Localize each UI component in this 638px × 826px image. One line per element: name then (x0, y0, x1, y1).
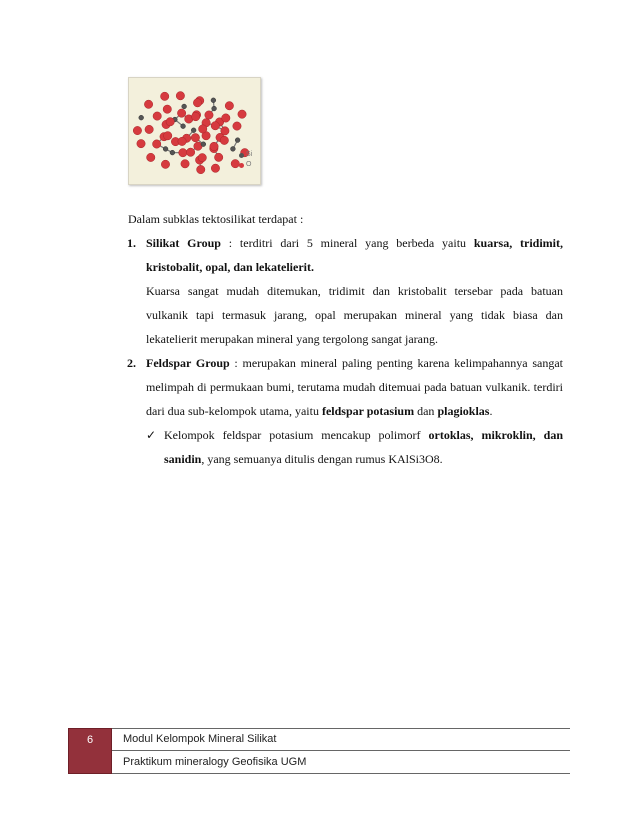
footer-rule-top (112, 728, 570, 729)
oxygen-atom (176, 92, 184, 100)
page-footer (68, 728, 570, 774)
page-number: 6 (86, 734, 94, 746)
oxygen-atom (233, 122, 241, 130)
oxygen-atom (179, 149, 187, 157)
silicon-atom (182, 104, 187, 109)
oxygen-atom (178, 137, 186, 145)
oxygen-atom (211, 164, 219, 172)
oxygen-atom (191, 133, 199, 141)
oxygen-atom (144, 100, 152, 108)
oxygen-atom (181, 160, 189, 168)
footer-subtitle: Praktikum mineralogy Geofisika UGM (123, 756, 307, 768)
silicon-atom (181, 124, 186, 129)
oxygen-atom (164, 132, 172, 140)
silicon-atom (231, 146, 236, 151)
oxygen-atom (137, 139, 145, 147)
oxygen-atom (210, 142, 218, 150)
oxygen-atom (197, 165, 205, 173)
oxygen-atom (193, 99, 201, 107)
si-atom-icon (239, 153, 244, 158)
oxygen-atom (220, 136, 228, 144)
oxygen-atom (161, 160, 169, 168)
silicon-atom (170, 150, 175, 155)
silicate-structure-figure (128, 77, 261, 185)
o-atom-icon (239, 163, 244, 168)
oxygen-atom (199, 125, 207, 133)
footer-rule-middle (112, 750, 570, 751)
item-title: Feldspar Group (146, 356, 230, 370)
oxygen-atom (205, 111, 213, 119)
page-number-box (68, 728, 112, 774)
oxygen-atom (186, 148, 194, 156)
item-detail: Kuarsa sangat mudah ditemukan, tridimit dan kristobalit tersebar pada batuan vulkanik tapi termasuk jarang, opal merupakan mineral yang tidak biasa dan lekatelierit merupakan mineral yang tergolong sangat jarang. (146, 284, 563, 346)
oxygen-atom (133, 126, 141, 134)
silicon-atom (163, 147, 168, 152)
oxygen-atom (191, 112, 199, 120)
silicon-atom (191, 128, 196, 133)
oxygen-atom (163, 105, 171, 113)
item-title: Silikat Group (146, 236, 221, 250)
oxygen-atom (238, 110, 246, 118)
oxygen-atom (160, 92, 168, 100)
oxygen-atom (152, 140, 160, 148)
silicon-atom (139, 115, 144, 120)
page-body (128, 207, 563, 471)
sub-item-kfeldspar: ✓ Kelompok feldspar potasium mencakup polimorf ortoklas, mikroklin, dan sanidin, yang semuanya ditulis dengan rumus KAlSi3O8. (146, 423, 563, 471)
oxygen-atom (194, 142, 202, 150)
footer-rule-bottom (112, 773, 570, 774)
oxygen-atom (147, 153, 155, 161)
legend-si: Si (239, 150, 252, 160)
list-item-feldspar: 2. Feldspar Group : merupakan mineral paling penting karena kelimpahannya sangat melimpah di permukaan bumi, terutama mudah ditemuai pada batuan vulkanik. terdiri dari dua sub-kelompok utama, yaitu feldspar potasium dan plagioklas. ✓ Kelompok feldspar potasium mencakup polimorf ortoklas, mikroklin, dan sanidin, yang semuanya ditulis dengan rumus KAlSi3O8. (128, 351, 563, 471)
checkmark-icon: ✓ (146, 428, 157, 442)
list-item-silikat: 1. Silikat Group : terditri dari 5 mineral yang berbeda yaitu kuarsa, tridimit, kristobalit, opal, dan lekatelierit. Kuarsa sangat mudah ditemukan, tridimit dan kristobalit tersebar pada batuan vulkanik tapi termasuk jarang, opal merupakan mineral yang tidak biasa dan lekatelierit merupakan mineral yang tergolong sangat jarang. (128, 231, 563, 351)
oxygen-atom (198, 153, 206, 161)
legend-o: O (239, 160, 252, 170)
footer-title: Modul Kelompok Mineral Silikat (123, 733, 277, 745)
silicon-atom (235, 138, 240, 143)
oxygen-atom (145, 125, 153, 133)
mineral-list: kuarsa, tridimit, kristobalit, opal, dan lekatelierit. (146, 236, 563, 274)
silicon-atom (201, 142, 206, 147)
intro-text: Dalam subklas tektosilikat terdapat : (128, 212, 304, 226)
oxygen-atom (211, 122, 219, 130)
oxygen-atom (221, 127, 229, 135)
figure-legend (239, 150, 252, 170)
silicon-atom (212, 106, 217, 111)
oxygen-atom (225, 102, 233, 110)
silicon-atom (211, 98, 216, 103)
oxygen-atom (177, 109, 185, 117)
oxygen-atom (153, 112, 161, 120)
oxygen-atom (222, 114, 230, 122)
oxygen-atom (214, 153, 222, 161)
oxygen-atom (166, 118, 174, 126)
